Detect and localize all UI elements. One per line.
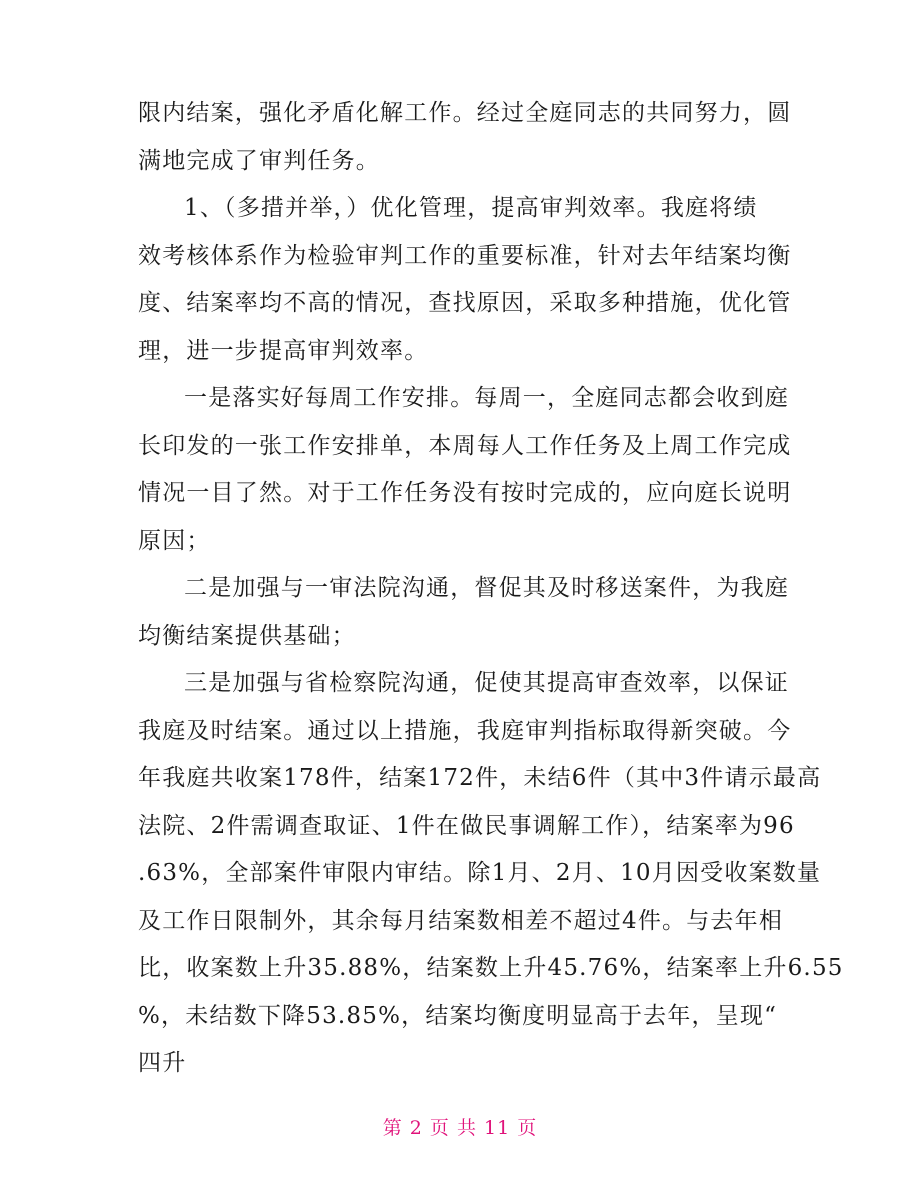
text-line: 一是落实好每周工作安排。每周一，全庭同志都会收到庭 [184,385,789,411]
text-line: 及工作日限制外，其余每月结案数相差不超过4件。与去年相 [138,907,784,934]
text-line: 理，进一步提高审判效率。 [138,337,429,364]
text-line: 效考核体系作为检验审判工作的重要标准，针对去年结案均衡 [138,242,792,269]
text-line: 情况一目了然。对于工作任务没有按时完成的，应向庭长说明 [138,480,792,506]
text-line: .63%，全部案件审限内审结。除1月、2月、10月因受收案数量 [138,860,822,886]
text-line: 度、结案率均不高的情况，查找原因，采取多种措施，优化管 [138,290,792,316]
text-line: 四升 [138,1050,187,1076]
text-line: 均衡结案提供基础； [138,622,356,649]
text-line: 限内结案，强化矛盾化解工作。经过全庭同志的共同努力，圆 [138,100,792,126]
text-line: 原因； [138,527,211,554]
text-line: 满地完成了审判任务。 [138,147,380,174]
text-line: 三是加强与省检察院沟通，促使其提高审查效率，以保证 [184,670,789,696]
text-line: 二是加强与一审法院沟通，督促其及时移送案件，为我庭 [184,575,789,601]
text-line: 法院、2件需调查取证、1件在做民事调解工作），结案率为96 [138,812,795,839]
text-line: %，未结数下降53.85%，结案均衡度明显高于去年，呈现“ [138,1002,778,1029]
document-body [138,96,844,1094]
text-line: 比，收案数上升35.88%，结案数上升45.76%，结案率上升6.55 [138,955,844,981]
text-line: 长印发的一张工作安排单，本周每人工作任务及上周工作完成 [138,432,792,459]
text-line: 1、（多措并举，）优化管理，提高审判效率。我庭将绩 [184,195,758,221]
page-footer: 第 2 页 共 11 页 [382,1117,538,1139]
text-line: 我庭及时结案。通过以上措施，我庭审判指标取得新突破。今 [138,717,792,744]
text-line: 年我庭共收案178件，结案172件，未结6件（其中3件请示最高 [138,765,822,791]
